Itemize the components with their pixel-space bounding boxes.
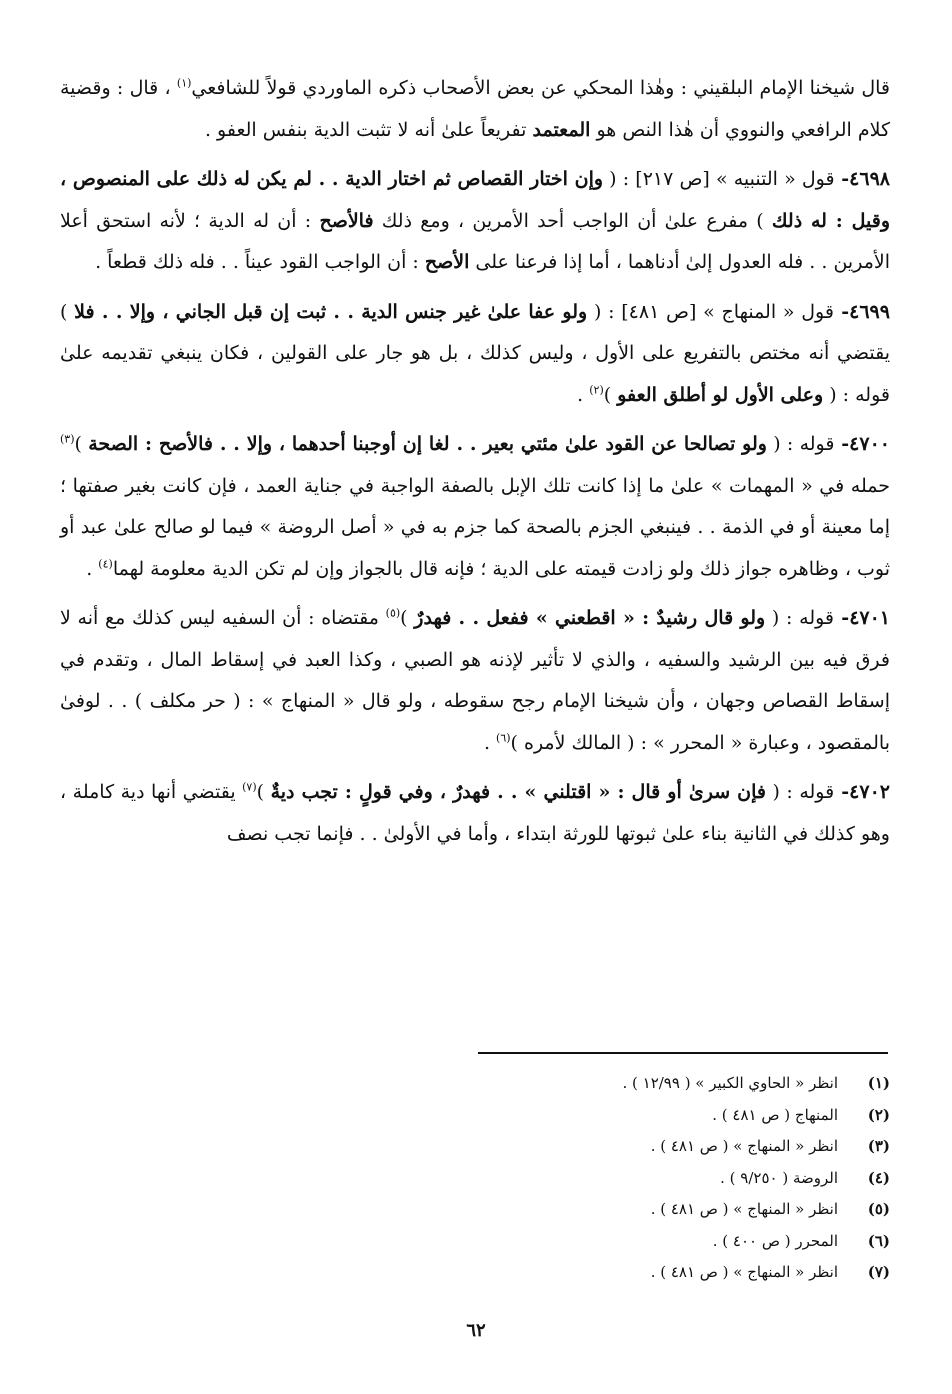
footnotes <box>390 1068 890 1289</box>
footnote-number: (٢) <box>867 1105 890 1124</box>
bold-segment: ولو تصالحا عن القود علىٰ مئتي بعير . . لغا إن أوجبنا أحدهما ، وإلا . . فالأصح : الصحة <box>88 433 767 455</box>
footnote-number: (٥) <box>867 1200 890 1218</box>
footnote-item <box>390 1194 890 1226</box>
text-segment: . <box>577 383 590 406</box>
main-text <box>60 68 890 863</box>
paragraph-number: ٤٧٠٢- <box>834 781 890 803</box>
paragraph-number: ٤٧٠١- <box>834 607 891 629</box>
paragraph-number: ٤٦٩٨- <box>834 168 890 190</box>
bold-segment: ولو قال رشيدٌ : « اقطعني » ففعل . . فهدرٌ <box>414 607 766 629</box>
footnote-number: (٦) <box>867 1231 890 1250</box>
footnote-item <box>390 1226 890 1258</box>
footnote-text: المحرر ( ص ٤٠٠ ) . <box>712 1231 838 1250</box>
footnote-ref[interactable]: (٧) <box>242 780 257 794</box>
paragraph-4701 <box>60 598 890 764</box>
footnote-ref[interactable]: (٤) <box>98 557 113 571</box>
footnote-ref[interactable]: (٥) <box>385 606 401 620</box>
footnote-number: (٧) <box>867 1263 890 1281</box>
text-segment: قول « المنهاج » [ص ٤٨١] : ( <box>587 300 834 323</box>
text-segment: مقتضاه : أن السفيه ليس كذلك مع أنه لا فرق فيه بين الرشيد والسفيه ، والذي لا تأثير لإذنه هو الصبي ، وكذا العبد في إسقاط المال ، وتقدم في إسقاط القصاص وجهان ، وأن شيخنا الإمام رجح سقوطه ، ولو قال « المنهاج » : ( حر مكلف ) . . لوفىٰ بالمقصود ، وعبارة « المحرر » : ( المالك لأمره ) <box>60 607 890 754</box>
page-number: ٦٢ <box>466 1320 486 1341</box>
footnote-number: (٤) <box>867 1168 890 1187</box>
bold-segment: وإن اختار القصاص ثم اختار الدية . . لم يكن له ذلك على المنصوص ، وقيل : له ذلك <box>60 168 890 232</box>
footnote-item <box>390 1100 890 1132</box>
footnote-text: انظر « الحاوي الكبير » ( ١٢/٩٩ ) . <box>622 1074 838 1092</box>
footnote-number: (١) <box>867 1074 890 1092</box>
footnote-text: انظر « المنهاج » ( ص ٤٨١ ) . <box>650 1137 838 1155</box>
bold-segment: فإن سرىٰ أو قال : « اقتلني » . . فهدرٌ ، وفي قولٍ : تجب ديةٌ <box>270 781 767 803</box>
bold-segment: ولو عفا علىٰ غير جنس الدية . . ثبت إن قبل الجاني ، وإلا . . فلا <box>74 300 588 323</box>
text-segment: قول « التنبيه » [ص ٢١٧] : ( <box>603 168 835 190</box>
text-segment: ) <box>256 781 271 803</box>
text-segment: يقتضي أنها دية كاملة ، وهو كذلك في الثانية بناء علىٰ ثبوتها للورثة ابتداء ، وأما في الأولىٰ . . فإنما تجب نصف <box>60 781 890 845</box>
footnote-text: المنهاج ( ص ٤٨١ ) . <box>712 1105 838 1124</box>
text-segment: ) يقتضي أنه مختص بالتفريع على الأول ، وليس كذلك ، بل هو جار على القولين ، فكان ينبغي تقديمه علىٰ قوله : ( <box>60 300 890 406</box>
text-segment: ) <box>74 433 89 455</box>
footnote-text: انظر « المنهاج » ( ص ٤٨١ ) . <box>650 1200 838 1218</box>
bold-segment: المعتمد <box>532 118 591 141</box>
paragraph-4702 <box>60 772 890 855</box>
footnote-ref[interactable]: (٢) <box>589 383 604 397</box>
text-segment: ) <box>603 383 618 406</box>
text-segment: حمله في « المهمات » علىٰ ما إذا كانت تلك الإبل بالصفة الواجبة في جناية العمد ، فإن كانت بغير صفتها ؛ إما معينة أو في الذمة . . فينبغي الجزم بالصحة كما جزم به في « أصل الروضة » فيما لو صالح علىٰ عبد أو ثوب ، وظاهره جواز ذلك ولو زادت قيمته على الدية ؛ فإنه قال بالجواز وإن لم تكن الدية معلومة لهما <box>60 474 890 580</box>
intro-paragraph <box>60 68 890 151</box>
footnote-text: الروضة ( ٩/٢٥٠ ) . <box>720 1168 838 1187</box>
footnote-ref[interactable]: (١) <box>176 76 192 90</box>
text-segment: ، قال : وقضية كلام الرافعي والنووي أن هٰذا النص هو <box>60 77 890 141</box>
footnote-ref[interactable]: (٦) <box>496 731 511 745</box>
text-segment: : أن له الدية ؛ لأنه استحق أعلا الأمرين . . فله العدول إلىٰ أدناهما ، أما إذا فرعنا على <box>60 209 890 273</box>
text-segment: قال شيخنا الإمام البلقيني : وهٰذا المحكي عن بعض الأصحاب ذكره الماوردي قولاً للشافعي <box>191 77 890 99</box>
footnote-divider <box>478 1052 888 1054</box>
text-segment: ) <box>400 607 415 629</box>
paragraph-4698 <box>60 159 890 284</box>
text-segment: قوله : ( <box>766 781 835 803</box>
paragraph-4700 <box>60 424 890 590</box>
bold-segment: الأصح <box>424 251 470 273</box>
paragraph-4699 <box>60 292 890 417</box>
footnote-ref[interactable]: (٣) <box>60 432 75 446</box>
text-segment: . <box>483 731 497 754</box>
text-segment: ) مفرع علىٰ أن الواجب أحد الأمرين ، ومع ذلك <box>373 209 772 232</box>
text-segment: قوله : ( <box>765 607 835 629</box>
bold-segment: فالأصح <box>319 209 374 232</box>
footnote-item <box>390 1163 890 1195</box>
footnote-number: (٣) <box>867 1137 890 1155</box>
text-segment: قوله : ( <box>766 433 835 455</box>
footnote-text: انظر « المنهاج » ( ص ٤٨١ ) . <box>650 1263 838 1281</box>
footnote-item <box>390 1068 890 1100</box>
footnote-item <box>390 1131 890 1163</box>
text-segment: : أن الواجب القود عيناً . . فله ذلك قطعاً . <box>95 251 425 273</box>
bold-segment: وعلى الأول لو أطلق العفو <box>617 383 824 406</box>
footnote-item <box>390 1257 890 1289</box>
paragraph-number: ٤٦٩٩- <box>833 300 890 323</box>
text-segment: تفريعاً علىٰ أنه لا تثبت الدية بنفس العفو . <box>204 118 533 141</box>
text-segment: . <box>86 557 99 580</box>
paragraph-number: ٤٧٠٠- <box>834 433 890 455</box>
